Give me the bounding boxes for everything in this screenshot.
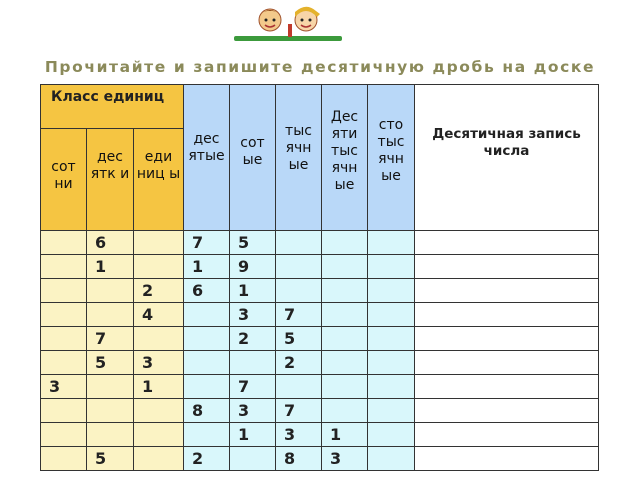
kids-logo: [232, 2, 344, 46]
table-cell: [184, 303, 230, 327]
table-cell: [184, 327, 230, 351]
table-cell: [322, 375, 368, 399]
table-cell: [368, 231, 415, 255]
table-cell: 1: [184, 255, 230, 279]
col-decimal-notation-header: Десятичная запись числа: [415, 85, 599, 231]
table-cell: [368, 303, 415, 327]
table-cell: [368, 423, 415, 447]
table-cell: 1: [134, 375, 184, 399]
table-cell: 8: [184, 399, 230, 423]
table-row: [41, 255, 599, 279]
col-thousandths-header: тыс ячн ые: [276, 85, 322, 231]
table-cell: [368, 399, 415, 423]
table-cell[interactable]: [415, 279, 599, 303]
table-cell: [368, 351, 415, 375]
table-cell: 5: [87, 351, 134, 375]
table-cell: 3: [276, 423, 322, 447]
col-tenths-header: дес ятые: [184, 85, 230, 231]
table-cell: 7: [87, 327, 134, 351]
table-cell: [134, 447, 184, 471]
table-cell: 1: [322, 423, 368, 447]
table-cell: [368, 327, 415, 351]
col-ten-thousandths-header: Дес яти тыс ячн ые: [322, 85, 368, 231]
table-cell: 3: [134, 351, 184, 375]
table-cell[interactable]: [415, 255, 599, 279]
table-cell: [276, 231, 322, 255]
table-cell[interactable]: [415, 399, 599, 423]
table-cell: [134, 327, 184, 351]
table-cell: [87, 279, 134, 303]
table-cell: 2: [184, 447, 230, 471]
decimal-table: [40, 84, 599, 471]
table-cell: [322, 255, 368, 279]
table-cell: 4: [134, 303, 184, 327]
table-cell: [322, 231, 368, 255]
table-cell[interactable]: [415, 375, 599, 399]
table-cell: [184, 351, 230, 375]
table-cell[interactable]: [415, 303, 599, 327]
table-cell: [184, 423, 230, 447]
table-cell: 7: [276, 303, 322, 327]
table-row: [41, 327, 599, 351]
table-cell: [322, 303, 368, 327]
table-cell: [276, 255, 322, 279]
table-cell: 5: [87, 447, 134, 471]
table-cell: [87, 303, 134, 327]
table-cell: [322, 279, 368, 303]
table-cell: [41, 447, 87, 471]
table-cell: [322, 399, 368, 423]
table-cell: [368, 279, 415, 303]
table-cell: [87, 399, 134, 423]
class-units-header: Класс единиц: [41, 85, 184, 129]
table-cell: 2: [134, 279, 184, 303]
table-cell: [322, 351, 368, 375]
table-cell: 2: [230, 327, 276, 351]
table-cell: [368, 255, 415, 279]
table-cell: 8: [276, 447, 322, 471]
page-title: Прочитайте и запишите десятичную дробь на доске: [44, 58, 596, 76]
col-hundredths-header: сот ые: [230, 85, 276, 231]
table-cell[interactable]: [415, 447, 599, 471]
table-row: [41, 231, 599, 255]
table-cell: [184, 375, 230, 399]
table-row: [41, 399, 599, 423]
table-cell: [41, 303, 87, 327]
table-cell: [368, 375, 415, 399]
table-cell[interactable]: [415, 327, 599, 351]
table-cell: 3: [322, 447, 368, 471]
table-cell: 5: [230, 231, 276, 255]
table-cell: 7: [230, 375, 276, 399]
table-row: [41, 351, 599, 375]
table-cell: [322, 327, 368, 351]
table-cell: 6: [184, 279, 230, 303]
table-row: [41, 375, 599, 399]
table-cell: [41, 255, 87, 279]
table-cell: [134, 423, 184, 447]
table-cell[interactable]: [415, 423, 599, 447]
table-cell: [87, 375, 134, 399]
table-cell: [134, 399, 184, 423]
table-cell: [276, 279, 322, 303]
table-cell: [230, 351, 276, 375]
table-cell: 7: [276, 399, 322, 423]
table-cell: 1: [230, 423, 276, 447]
table-cell: [41, 327, 87, 351]
table-cell: 7: [184, 231, 230, 255]
table-cell: [41, 423, 87, 447]
col-tens-header: дес ятк и: [87, 129, 134, 231]
table-cell: 6: [87, 231, 134, 255]
table-cell: 5: [276, 327, 322, 351]
table-cell: [368, 447, 415, 471]
table-cell: [230, 447, 276, 471]
table-cell: [134, 255, 184, 279]
table-cell: [134, 231, 184, 255]
table-cell: 3: [230, 303, 276, 327]
table-cell: [41, 399, 87, 423]
col-units-header: еди ниц ы: [134, 129, 184, 231]
table-row: [41, 303, 599, 327]
table-cell: [41, 279, 87, 303]
table-row: [41, 447, 599, 471]
table-cell[interactable]: [415, 231, 599, 255]
table-row: [41, 279, 599, 303]
table-cell: 9: [230, 255, 276, 279]
table-cell[interactable]: [415, 351, 599, 375]
table-cell: [87, 423, 134, 447]
table-cell: [276, 375, 322, 399]
table-cell: 2: [276, 351, 322, 375]
col-hundreds-header: сот ни: [41, 129, 87, 231]
table-cell: [41, 231, 87, 255]
col-hundred-thousandths-header: сто тыс ячн ые: [368, 85, 415, 231]
table-cell: 1: [230, 279, 276, 303]
table-cell: 1: [87, 255, 134, 279]
table-cell: 3: [41, 375, 87, 399]
table-cell: 3: [230, 399, 276, 423]
table-row: [41, 423, 599, 447]
table-cell: [41, 351, 87, 375]
